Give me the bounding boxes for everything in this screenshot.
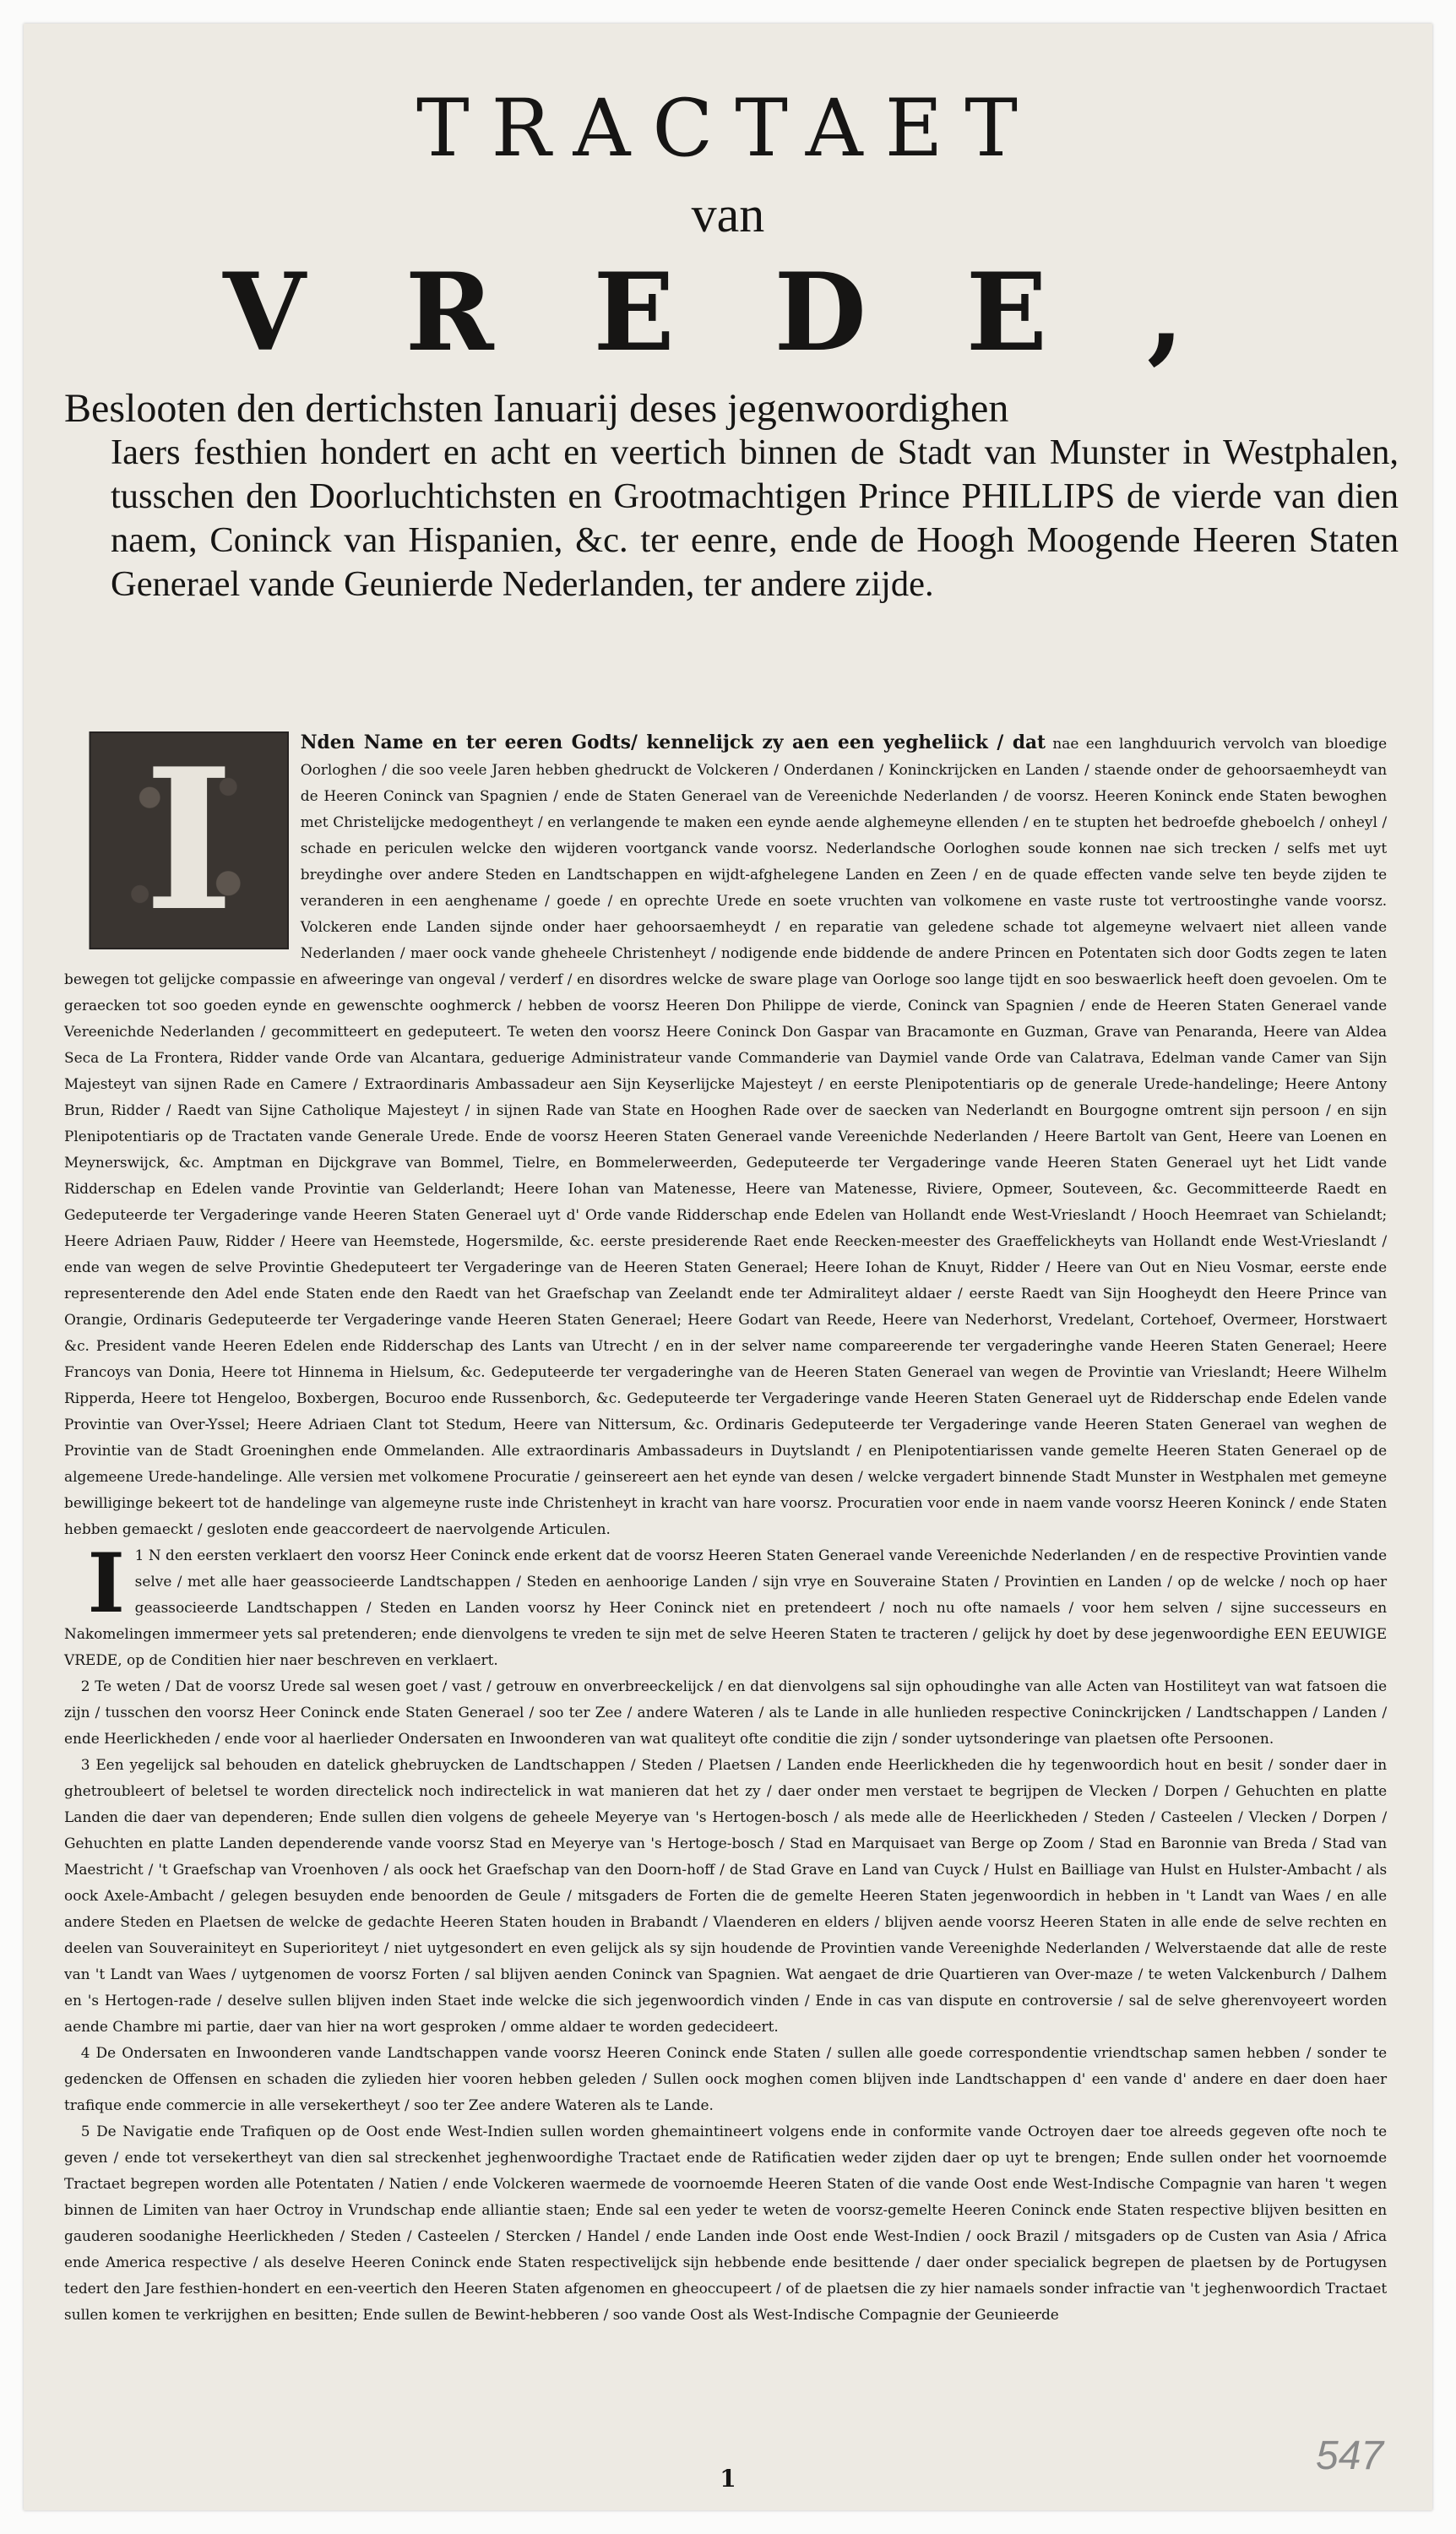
article-1-number: 1 [134,1547,144,1564]
preamble-paragraph [64,726,1388,1543]
pencil-annotation: 547 [1316,2433,1384,2478]
article-1-text: N den eersten verklaert den voorsz Heer Coninck ende erkent dat de voorsz Heeren Staten Generael vande Vereenichde Nederlanden / en de respective Provintien vande selve / met alle haer geassocieerde Landtschappen / Steden en aenhoorige Landen / sijn vrye en Souveraine Staten / Provintien en Landen / op de welcke / noch op haer geassocieerde Landtschappen / Steden en Landen voorsz hy Heer Coninck niet en pretendeert / noch nu ofte namaels / voor hem selven / sijne successeurs en Nakomelingen immermeer yets sal pretenderen; ende dienvolgens te vreden te sijn met de selve Heeren Staten te tracteren / gelijck hy doet by dese jegenwoordighe EEN EEUWIGE VREDE, op de Conditien hier naer beschreven en verklaert. [64,1547,1388,1669]
preamble-text: nae een langhduurich vervolch van bloedige Oorloghen / die soo veele Jaren hebben ghedruckt de Volckeren / Onderdanen / Koninckrijcken en Landen / staende onder de gehoorsaemheydt van de Heeren Coninck van Spagnien / ende de Staten Generael van de Vereenichde Nederlanden / de voorsz. Heeren Koninck ende Staten bewoghen met Christelijcke medogentheyt / en verlangende te maken een eynde aende alghemeyne ellenden / en te stupten het bedroefde gheboelch / onheyl / schade en periculen welcke den wijderen voortganck vande voorsz. Nederlandsche Oorloghen soude konnen nae sich trecken / selfs met uyt breydinghe over andere Steden en Landtschappen en wijdt-afghelegene Landen en Zeen / en de quade effecten vande selve ten beyde zijden te veranderen in een aenghename / goede / en oprechte Urede en soete vruchten van volkomene en vaste ruste tot vertroostinghe vande voorsz. Volckeren ende Landen sijnde onder haer gehoorsaemheydt / en reparatie van geledene schade tot algemeyne welvaert niet alleen vande Nederlanden / maer oock vande gheheele Christenheyt / nodigende ende biddende de andere Princen en Potentaten sich door Godts zegen te laten bewegen tot gelijcke compassie en afweeringe van ongeval / verderf / en disordres welcke de sware plage van Oorloge soo lange tijdt en soo beswaerlick heeft doen gevoelen. Om te geraecken tot soo goeden eynde en gewenschte ooghmerck / hebben de voorsz Heeren Don Philippe de vierde, Coninck van Spagnien / ende de Heeren Staten Generael vande Vereenichde Nederlanden / gecommitteert en gedeputeert. Te weten den voorsz Heere Coninck Don Gaspar van Bracamonte en Guzman, Grave van Penaranda, Heere van Aldea Seca de La Frontera, Ridder vande Orde van Alcantara, geduerige Administrateur vande Commanderie van Daymiel vande Orde van Calatrava, Edelman vande Camer van Sijn Majesteyt van sijnen Rade en Camere / Extraordinaris Ambassadeur aen Sijn Keyserlijcke Majesteyt / en eerste Plenipotentiaris op de generale Urede-handelinge; Heere Antony Brun, Ridder / Raedt van Sijne Catholique Majesteyt / in sijnen Rade van State en Hooghen Rade over de saecken van Nederlandt en Bourgogne omtrent sijn persoon / en sijn Plenipotentiaris op de Tractaten vande Generale Urede. Ende de voorsz Heeren Staten Generael vande Vereenichde Nederlanden / Heere Bartolt van Gent, Heere van Loenen en Meynerswijck, &c. Amptman en Dijckgrave van Bommel, Tielre, en Bommelerweerden, Gedeputeerde ter Vergaderinge vande Heeren Staten Generael uyt het Lidt vande Ridderschap en Edelen vande Provintie van Gelderlandt; Heere Iohan van Matenesse, Heere van Matenesse, Riviere, Opmeer, Souteveen, &c. Gecommitteerde Raedt en Gedeputeerde ter Vergaderinge vande Heeren Staten Generael uyt d' Orde vande Ridderschap ende Edelen van Hollandt ende West-Vrieslandt / Hooch Heemraet van Schielandt; Heere Adriaen Pauw, Ridder / Heere van Heemstede, Hogersmilde, &c. eerste presiderende Raet ende Reecken-meester des Graeffelickheyts van Hollandt ende West-Vrieslandt / ende van wegen de selve Provintie Ghedeputeert ter Vergaderinge van de Heeren Staten Generael; Heere Iohan de Knuyt, Ridder / Heere van Out en Nieu Vosmar, eerste ende representerende den Adel ende Staten ende den Raedt van het Graefschap van Zeelandt ende ter Admiraliteyt aldaer / eerste Raedt van Sijn Hoogheydt den Heere Prince van Orangie, Ordinaris Gedeputeerde ter Vergaderinge vande Heeren Staten Generael; Heere Godart van Reede, Heere van Nederhorst, Vredelant, Cortehoef, Overmeer, Horstwaert &c. President vande Heeren Edelen ende Ridderschap des Lants van Utrecht / en in der selver name compareerende ter vergaderinghe vande Heeren Staten Generael; Heere Francoys van Donia, Heere tot Hinnema in Hielsum, &c. Gedeputeerde ter vergaderinghe van de Heeren Staten Generael van wegen de Provintie van Vrieslandt; Heere Wilhelm Ripperda, Heere tot Hengeloo, Boxbergen, Bocuroo ende Russenborch, &c. Gedeputeerde ter Vergaderinge vande Heeren Staten Generael uyt de Ridderschap ende Edelen vande Provintie van Over-Yssel; Heere Adriaen Clant tot Stedum, Heere van Nittersum, &c. Ordinaris Gedeputeerde ter Vergaderinge vande Heeren Staten Generael van weghen de Provintie van de Stadt Groeninghen ende Ommelanden. Alle extraordinaris Ambassadeurs in Duytslandt / en Plenipotentiarissen vande gemelte Heeren Staten Generael op de algemeene Urede-handelinge. Alle versien met volkomene Procuratie / geinsereert aen het eynde van desen / welcke vergadert binnende Stadt Munster in Westphalen met gemeyne bewilliginge bekeert tot de handelinge van algemeyne ruste inde Christenheyt in kracht van hare voorsz. Procuratien voor ende in naem vande voorsz Heeren Koninck / ende Staten hebben gemaeckt / gesloten ende geaccordeert de naervolgende Articulen. [64,736,1388,1538]
article-5: 5 De Navigatie ende Trafiquen op de Oost ende West-Indien sullen worden ghemaintineert volgens ende in conformite vande Octroyen daer toe alreeds gegeven ofte noch te geven / ende tot versekertheyt van dien sal streckenhet jeghenwoordighe Tractaet ende de Ratificatien weder zijden daer op uyt te brengen; Ende sullen onder het voornoemde Tractaet begrepen worden alle Potentaten / Natien / ende Volckeren waermede de voornoemde Heeren Staten of die vande Oost ende West-Indische Compagnie van haren 't wegen binnen de Limiten van haer Octroy in Vrundschap ende alliantie staen; Ende sal een yeder te weten de voorsz-gemelte Heeren Coninck ende Staten respective blijven besitten en gauderen soodanighe Heerlickheden / Steden / Casteelen / Stercken / Handel / ende Landen inde Oost ende West-Indien / oock Brazil / mitsgaders op de Custen van Asia / Africa ende America respective / als deselve Heeren Coninck ende Staten respectivelijck sijn hebbende ende besittende / daer onder specialick begrepen de plaetsen by de Portugysen tedert den Jare festhien-hondert en een-veertich den Heeren Staten afgenomen en gheoccupeert / of de plaetsen die zy hier namaels sonder infractie van 't jeghenwoordich Tractaet sullen komen te verkrijghen en besitten; Ende sullen de Bewint-hebberen / soo vande Oost als West-Indische Compagnie der Geunieerde [64,2123,1388,2324]
article-3: 3 Een yegelijck sal behouden en datelick ghebruycken de Landtschappen / Steden / Plaetsen / Landen ende Heerlickheden die hy tegenwoordich hout en besit / sonder daer in ghetroubleert of beletsel te worden directelick noch indirectelick in wat manieren dat het zy / daer onder men verstaet te begrijpen de Vlecken / Dorpen / Gehuchten en platte Landen die daer van dependeren; Ende sullen dien volgens de geheele Meyerye van 's Hertogen-bosch / als mede alle de Heerlickheden / Steden / Casteelen / Vlecken / Dorpen / Gehuchten en platte Landen dependerende vande voorsz Stad en Meyerye van 's Hertoge-bosch / Stad en Marquisaet van Berge op Zoom / Stad en Baronnie van Breda / Stad van Maestricht / 't Graefschap van Vroenhoven / als oock het Graefschap van den Doorn-hoff / de Stad Grave en Land van Cuyck / Hulst en Bailliage van Hulst en Hulster-Ambacht / als oock Axele-Ambacht / gelegen besuyden ende benoorden de Geule / mitsgaders de Forten die de gemelte Heeren Staten jegenwoordich in hebben in 't Landt van Waes / en alle andere Steden en Plaetsen de welcke de gedachte Heeren Staten houden in Brabandt / Vlaenderen en elders / blijven aende voorsz Heeren Staten in alle ende de selve rechten en deelen van Souverainiteyt en Superioriteyt / niet uytgesondert en even gelijck als sy sijn houdende de Provintien vande Vereenighde Nederlanden / Welverstaende dat alle de reste van 't Landt van Waes / uytgenomen de voorsz Forten / sal blijven aenden Coninck van Spagnien. Wat aengaet de drie Quartieren van Over-maze / te weten Valckenburch / Dalhem en 's Hertogen-rade / deselve sullen blijven inden Staet inde welcke die sich jegenwoordich vinden / Ende in cas van dispute en controversie / sal de selve gherenvoyeert worden aende Chambre mi partie, daer van hier na wort gesproken / omme aldaer te worden gedecideert. [64,1757,1388,2036]
title-vrede: VREDE, [223,250,1284,375]
preamble-lead: Nden Name en ter eeren Godts/ kennelijck zy aen een yegheliick / dat [300,731,1046,753]
title-tractaet: TRACTAET [416,83,1040,175]
article-4: 4 De Ondersaten en Inwoonderen vande Landtschappen vande voorsz Heeren Coninck ende Staten / sullen alle goede correspondentie vriendtschap samen hebben / sonder te gedencken de Offensen en schaden die zylieden hier vooren hebben geleden / Sullen oock moghen comen blijven inde Landtschappen d' een vande d' andere en daer doen haer trafique ende commercie in alle versekertheyt / soo ter Zee andere Wateren als te Lande. [64,2045,1388,2114]
subtitle-first-line: Beslooten den dertichsten Ianuarij deses jegenwoordighen [64,386,1009,431]
treaty-body [64,726,1388,2329]
article-1 [64,1536,1388,1674]
subtitle-continuation: Iaers festhien hondert en acht en veertich binnen de Stadt van Munster in Westphalen, tusschen den Doorluchtichsten en Grootmachtigen Prince PHILLIPS de vierde van dien naem, Coninck van Hispanien, &c. ter eenre, ende de Hoogh Moogende Heeren Staten Generael vande Geunierde Nederlanden, ter andere zijde. [111,432,1399,604]
ornamental-drop-cap: I [90,731,289,949]
article-1-drop-cap: I [87,1536,125,1631]
title-van: van [691,187,765,242]
document-page [24,24,1432,2510]
subtitle [64,387,1399,606]
article-2: 2 Te weten / Dat de voorsz Urede sal wesen goet / vast / getrouw en onverbreeckelijck / en dat dienvolgens sal sijn ophoudinghe van alle Acten van Hostiliteyt van wat fatsoen die zijn / tusschen den voorsz Heer Coninck ende Staten Generael / soo ter Zee / andere Wateren / als te Lande in alle hunlieden respective Coninckrijcken / Landtschappen / Landen / ende Heerlickheden / ende voor al haerlieder Ondersaten en Inwoonderen van wat qualiteyt ofte conditie die zijn / sonder uytsonderinge van plaetsen ofte Persoonen. [64,1678,1388,1748]
page-number: 1 [720,2465,736,2493]
